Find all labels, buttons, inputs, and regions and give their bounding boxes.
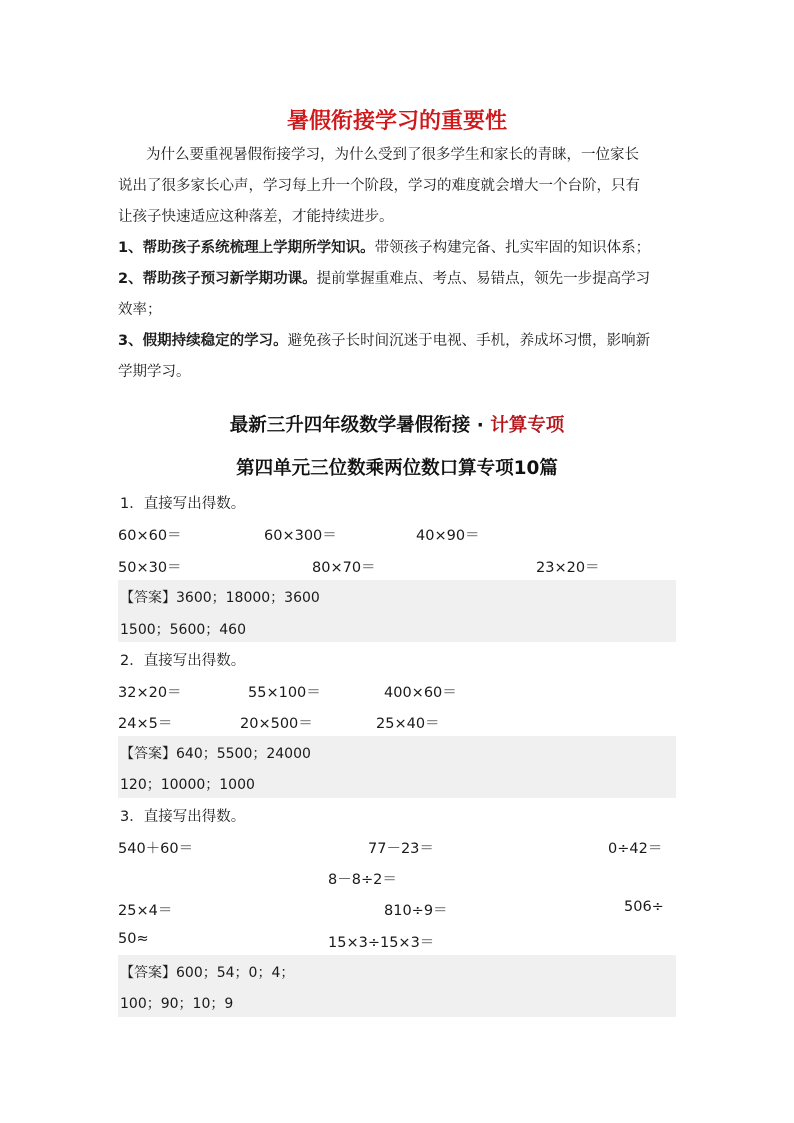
intro-line-2: 说出了很多家长心声，学习每上升一个阶段，学习的难度就会增大一个台阶，只有 xyxy=(118,178,640,194)
q1-answer-line-1: 【答案】3600；18000；3600 xyxy=(120,590,320,606)
point-2-bold: 2、帮助孩子预习新学期功课。 xyxy=(118,271,317,287)
q3-item: 0÷42＝ xyxy=(608,841,663,857)
q1-label: 1．直接写出得数。 xyxy=(120,496,246,512)
section-subheading: 第四单元三位数乘两位数口算专项10篇 xyxy=(236,458,558,479)
q2-item: 400×60＝ xyxy=(384,685,457,701)
point-1-text: 带领孩子构建完备、扎实牢固的知识体系； xyxy=(374,240,651,256)
point-1-bold: 1、帮助孩子系统梳理上学期所学知识。 xyxy=(118,240,375,256)
section-heading xyxy=(0,411,794,437)
q3-item: 506÷ xyxy=(624,899,664,915)
section-heading-accent: 计算专项 xyxy=(490,415,565,436)
q2-item: 55×100＝ xyxy=(248,685,321,701)
point-3-cont: 学期学习。 xyxy=(118,364,191,380)
intro-line-1: 为什么要重视暑假衔接学习，为什么受到了很多学生和家长的青睐，一位家长 xyxy=(146,147,639,163)
q2-label: 2．直接写出得数。 xyxy=(120,653,246,669)
q3-item: 540＋60＝ xyxy=(118,841,194,857)
q3-label: 3．直接写出得数。 xyxy=(120,809,246,825)
q2-answer-box xyxy=(118,736,676,798)
point-3-bold: 3、假期持续稳定的学习。 xyxy=(118,333,288,349)
point-2-text: 提前掌握重难点、考点、易错点，领先一步提高学习 xyxy=(316,271,651,287)
page-title: 暑假衔接学习的重要性 xyxy=(286,109,507,134)
intro-line-3: 让孩子快速适应这种落差，才能持续进步。 xyxy=(118,209,394,225)
q1-answer-box xyxy=(118,580,676,642)
q3-answer-box xyxy=(118,955,676,1017)
point-1 xyxy=(118,233,650,264)
q1-item: 50×30＝ xyxy=(118,560,182,576)
q3-item: 15×3÷15×3＝ xyxy=(328,935,435,951)
q1-item: 40×90＝ xyxy=(416,528,480,544)
q1-item: 60×300＝ xyxy=(264,528,337,544)
q2-item: 25×40＝ xyxy=(376,716,440,732)
q1-item: 80×70＝ xyxy=(312,560,376,576)
q1-item: 23×20＝ xyxy=(536,560,600,576)
q2-item: 24×5＝ xyxy=(118,716,173,732)
q3-item: 8－8÷2＝ xyxy=(328,872,397,888)
q3-item: 25×4＝ xyxy=(118,903,173,919)
q3-item: 50≈ xyxy=(118,931,149,947)
q3-answer-line-2: 100；90；10；9 xyxy=(120,996,234,1012)
q1-answer-line-2: 1500；5600；460 xyxy=(120,622,246,638)
q2-item: 20×500＝ xyxy=(240,716,313,732)
point-2 xyxy=(118,264,650,295)
q3-answer-line-1: 【答案】600；54；0；4； xyxy=(120,965,295,981)
q1-item: 60×60＝ xyxy=(118,528,182,544)
point-3-text: 避免孩子长时间沉迷于电视、手机，养成坏习惯，影响新 xyxy=(287,333,651,349)
q2-answer-line-2: 120；10000；1000 xyxy=(120,777,255,793)
q2-answer-line-1: 【答案】640；5500；24000 xyxy=(120,746,311,762)
point-3 xyxy=(118,326,650,357)
point-2-cont: 效率； xyxy=(118,302,162,318)
q2-item: 32×20＝ xyxy=(118,685,182,701)
section-heading-main: 最新三升四年级数学暑假衔接 · xyxy=(229,415,491,436)
q3-item: 810÷9＝ xyxy=(384,903,448,919)
q3-item: 77－23＝ xyxy=(368,841,434,857)
